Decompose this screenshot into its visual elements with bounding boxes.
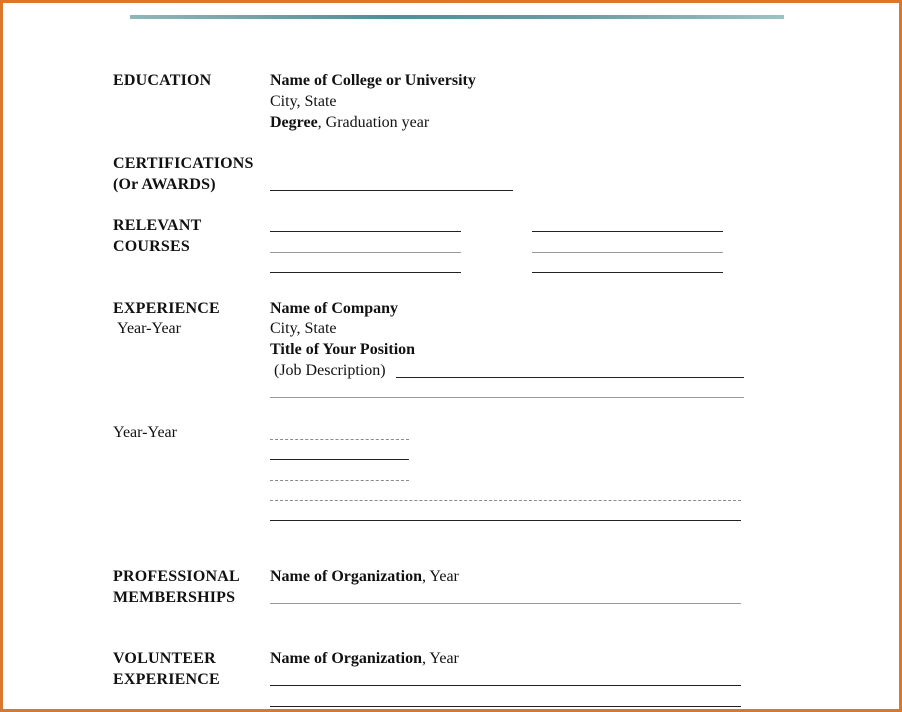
membership-org: Name of Organization xyxy=(270,568,422,585)
volunteer-blank xyxy=(270,706,741,707)
experience-blank xyxy=(270,500,741,501)
membership-year: , Year xyxy=(421,568,459,585)
experience-blank xyxy=(270,520,741,521)
volunteer-entry xyxy=(270,648,459,669)
course-blank xyxy=(270,252,461,253)
education-heading: EDUCATION xyxy=(113,72,212,89)
volunteer-heading-line2: EXPERIENCE xyxy=(113,671,220,688)
course-blank xyxy=(532,272,723,273)
certifications-heading: CERTIFICATIONS xyxy=(113,155,254,172)
volunteer-heading-line1: VOLUNTEER xyxy=(113,650,216,667)
courses-heading-line1: RELEVANT xyxy=(113,217,202,234)
experience-heading: EXPERIENCE xyxy=(113,300,220,317)
course-blank xyxy=(532,252,723,253)
experience-blank xyxy=(270,480,409,481)
graduation-year-text: , Graduation year xyxy=(317,114,430,131)
job-description-label: (Job Description) xyxy=(274,362,386,379)
memberships-heading-line2: MEMBERSHIPS xyxy=(113,589,236,606)
year-range: Year-Year xyxy=(117,320,181,337)
job-description-blank xyxy=(270,397,744,398)
company-city-state: City, State xyxy=(270,320,337,337)
course-blank xyxy=(270,272,461,273)
volunteer-org: Name of Organization xyxy=(270,650,422,667)
membership-blank xyxy=(270,603,741,604)
college-name: Name of College or University xyxy=(270,72,476,89)
membership-entry xyxy=(270,566,459,587)
courses-heading-line2: COURSES xyxy=(113,238,190,255)
awards-heading: (Or AWARDS) xyxy=(113,176,216,193)
company-name: Name of Company xyxy=(270,300,398,317)
year-range: Year-Year xyxy=(113,424,177,441)
volunteer-year: , Year xyxy=(421,650,459,667)
memberships-heading-line1: PROFESSIONAL xyxy=(113,568,240,585)
degree-label: Degree xyxy=(270,114,318,131)
experience-blank xyxy=(270,459,409,460)
degree-line xyxy=(270,112,429,133)
education-city-state: City, State xyxy=(270,93,337,110)
volunteer-blank xyxy=(270,685,741,686)
position-title: Title of Your Position xyxy=(270,341,416,358)
job-description-blank xyxy=(396,377,744,378)
header-rule xyxy=(130,15,784,19)
course-blank xyxy=(270,231,461,232)
certifications-blank xyxy=(270,190,513,191)
course-blank xyxy=(532,231,723,232)
experience-blank xyxy=(270,439,409,440)
